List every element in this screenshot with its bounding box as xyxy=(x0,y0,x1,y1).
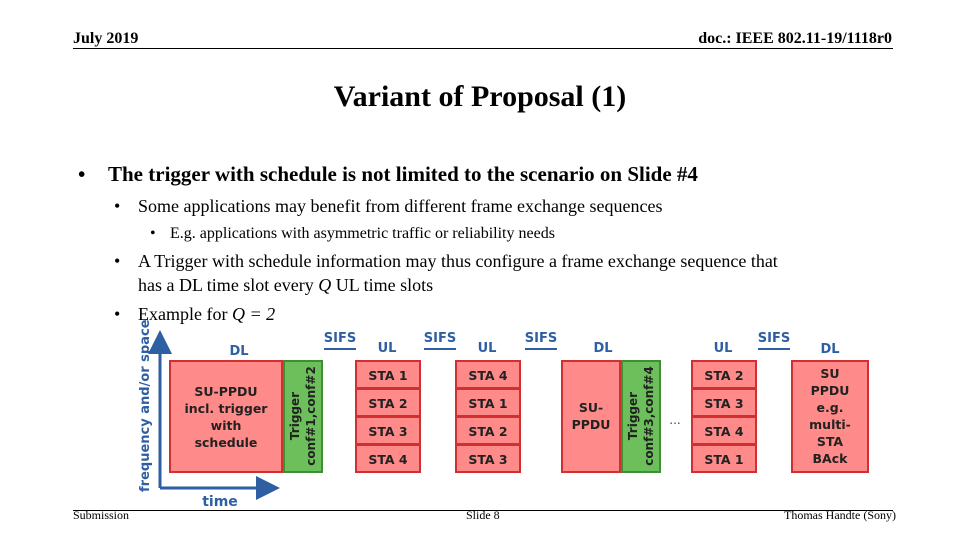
sta-label: STA 1 xyxy=(368,368,408,383)
su-ppdu-text: incl. trigger xyxy=(184,401,268,416)
sta-label: STA 2 xyxy=(368,396,408,411)
su-ppdu-text: SU-PPDU xyxy=(194,384,258,399)
su-ppdu-text: STA xyxy=(816,434,844,449)
su-ppdu-text: schedule xyxy=(194,435,258,450)
sta-label: STA 4 xyxy=(368,452,408,467)
sifs-label: SIFS xyxy=(423,331,457,346)
sta-label: STA 1 xyxy=(468,396,508,411)
ellipsis: ... xyxy=(669,413,681,427)
math-expression: Q = 2 xyxy=(231,304,276,324)
math-variable: Q xyxy=(318,275,332,295)
sta-label: STA 2 xyxy=(468,424,508,439)
dl-label: DL xyxy=(229,344,249,359)
bullet-level2: Some applications may benefit from different frame exchange sequences xyxy=(138,196,663,216)
bullet-dot: • xyxy=(114,304,121,324)
sifs-label: SIFS xyxy=(757,331,791,346)
slide-title: Variant of Proposal (1) xyxy=(333,80,627,113)
su-ppdu-text: SU xyxy=(820,366,840,381)
footer-submission: Submission xyxy=(73,508,130,522)
bullet-dot: • xyxy=(150,225,156,242)
su-ppdu-text: with xyxy=(210,418,242,433)
trigger-text: Trigger xyxy=(626,391,640,441)
bullet-dot: • xyxy=(114,196,121,216)
header-doc-number: doc.: IEEE 802.11-19/1118r0 xyxy=(698,30,892,47)
dl-label: DL xyxy=(820,342,840,357)
bullet-text: Example for xyxy=(138,304,232,324)
trigger-text: conf#1,conf#2 xyxy=(304,366,318,466)
trigger-text: conf#3,conf#4 xyxy=(642,366,656,466)
su-ppdu-text: SU- xyxy=(578,400,604,415)
bullet-text: UL time slots xyxy=(331,275,434,295)
bullet-level2-line1: A Trigger with schedule information may thus configure a frame exchange sequence that xyxy=(138,251,778,271)
bullet-dot: • xyxy=(114,251,121,271)
x-axis-label: time xyxy=(202,494,238,510)
ul-label: UL xyxy=(377,341,397,356)
sta-label: STA 4 xyxy=(468,368,508,383)
sta-label: STA 3 xyxy=(468,452,508,467)
bullet-text: has a DL time slot every xyxy=(138,275,319,295)
sifs-label: SIFS xyxy=(524,331,558,346)
y-axis-label: frequency and/or space xyxy=(138,319,153,492)
bullet-level3: E.g. applications with asymmetric traffic or reliability needs xyxy=(170,225,555,242)
sta-label: STA 1 xyxy=(704,452,744,467)
bullet-dot: • xyxy=(78,162,86,186)
footer-author: Thomas Handte (Sony) xyxy=(784,508,896,522)
footer-slide-number: Slide 8 xyxy=(466,508,500,522)
dl-label: DL xyxy=(593,341,613,356)
sta-label: STA 2 xyxy=(704,368,744,383)
su-ppdu-text: PPDU xyxy=(810,383,850,398)
sta-label: STA 4 xyxy=(704,424,744,439)
trigger-text: Trigger xyxy=(288,391,302,441)
ul-label: UL xyxy=(477,341,497,356)
su-ppdu-text: PPDU xyxy=(571,417,611,432)
su-ppdu-text: multi- xyxy=(809,417,851,432)
su-ppdu-block xyxy=(170,361,282,472)
su-ppdu-text: e.g. xyxy=(816,400,844,415)
ul-label: UL xyxy=(713,341,733,356)
header-date: July 2019 xyxy=(73,30,139,47)
su-ppdu-text: BAck xyxy=(812,451,848,466)
bullet-level1: The trigger with schedule is not limited to the scenario on Slide #4 xyxy=(108,162,698,186)
sta-label: STA 3 xyxy=(368,424,408,439)
sifs-label: SIFS xyxy=(323,331,357,346)
sta-label: STA 3 xyxy=(704,396,744,411)
